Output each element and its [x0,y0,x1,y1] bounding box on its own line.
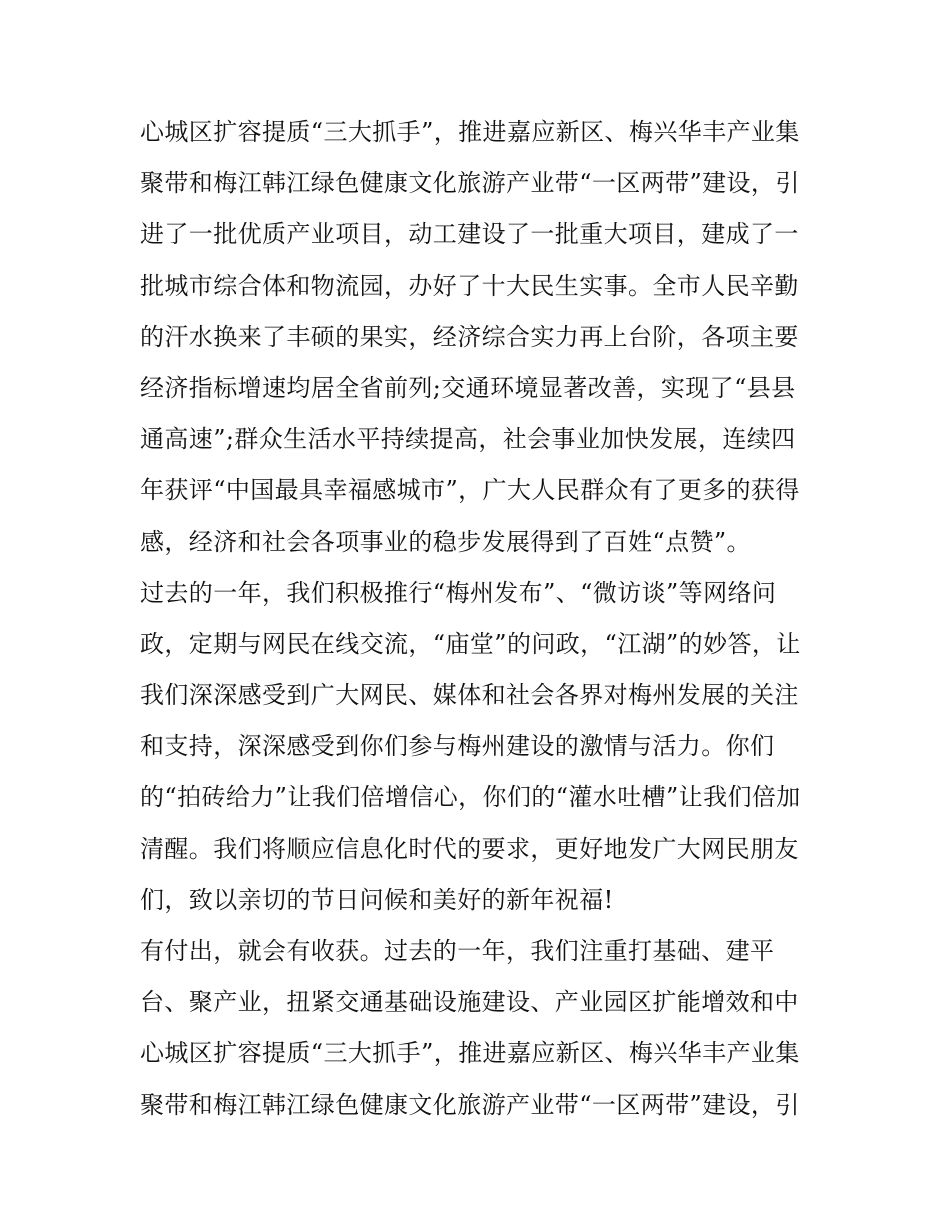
text-line: 的“拍砖给力”让我们倍增信心，你们的“灌水吐槽”让我们倍加 [140,783,801,812]
text-line: 有付出，就会有收获。过去的一年，我们注重打基础、建平 [140,937,775,965]
text-line: 批城市综合体和物流园，办好了十大民生实事。全市人民辛勤 [140,271,799,300]
text-line: 经济指标增速均居全省前列;交通环境显著改善，实现了“县县 [140,373,796,402]
text-line: 年获评“中国最具幸福感城市”，广大人民群众有了更多的获得 [140,476,800,505]
text-line: 们，致以亲切的节日问候和美好的新年祝福! [140,885,614,914]
text-line: 我们深深感受到广大网民、媒体和社会各界对梅州发展的关注 [140,681,799,710]
body-text [140,107,820,1131]
text-line: 过去的一年，我们积极推行“梅州发布”、“微访谈”等网络问 [140,578,777,607]
text-line: 进了一批优质产业项目，动工建设了一批重大项目，建成了一 [140,220,799,249]
text-line: 政，定期与网民在线交流，“庙堂”的问政，“江湖”的妙答，让 [140,629,801,658]
text-line: 清醒。我们将顺应信息化时代的要求，更好地发广大网民朋友 [140,834,799,863]
text-line: 的汗水换来了丰硕的果实，经济综合实力再上台阶，各项主要 [140,322,799,351]
text-line: 和支持，深深感受到你们参与梅州建设的激情与活力。你们 [140,732,775,761]
text-line: 心城区扩容提质“三大抓手”，推进嘉应新区、梅兴华丰产业集 [140,118,800,146]
text-line: 聚带和梅江韩江绿色健康文化旅游产业带“一区两带”建设，引 [140,169,800,198]
text-line: 通高速”;群众生活水平持续提高，社会事业加快发展，连续四 [140,425,796,454]
text-line: 心城区扩容提质“三大抓手”，推进嘉应新区、梅兴华丰产业集 [140,1039,800,1068]
text-line: 台、聚产业，扭紧交通基础设施建设、产业园区扩能增效和中 [140,988,799,1017]
text-line: 聚带和梅江韩江绿色健康文化旅游产业带“一区两带”建设，引 [140,1090,800,1119]
text-line: 感，经济和社会各项事业的稳步发展得到了百姓“点赞”。 [140,527,751,556]
